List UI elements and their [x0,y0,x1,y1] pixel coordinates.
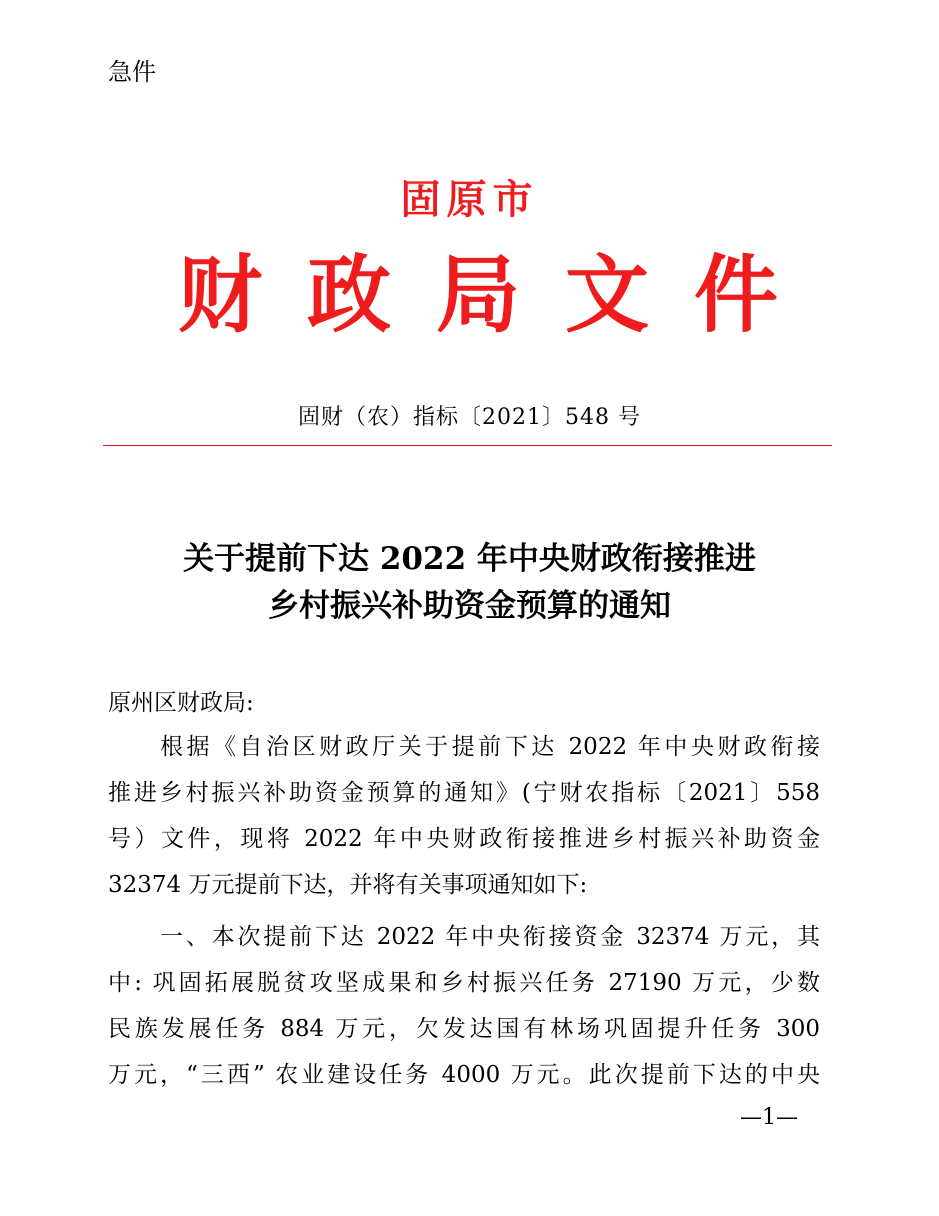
body-text-line: 根据《自治区财政厅关于提前下达 2022 年中央财政衔接 [160,734,820,760]
issuer-char: 件 [693,245,778,344]
issuer-char: 局 [435,245,520,344]
recipient: 原州区财政局: [108,690,254,716]
document-number: 固财（农）指标〔2021〕548 号 [298,405,641,430]
body-text-line: 推进乡村振兴补助资金预算的通知》(宁财农指标〔2021〕558 [108,780,820,806]
issuer-char: 文 [564,245,649,344]
red-divider [103,445,832,446]
urgency-label: 急件 [108,58,156,86]
body-text-line: 号）文件，现将 2022 年中央财政衔接推进乡村振兴补助资金 [108,826,820,852]
body-text-line: 万元，“三西” 农业建设任务 4000 万元。此次提前下达的中央 [108,1062,820,1088]
page-number: —1— [740,1105,798,1130]
issuer-header [178,245,778,345]
document-title-line-2: 乡村振兴补助资金预算的通知 [268,588,671,624]
body-text-line: 中: 巩固拓展脱贫攻坚成果和乡村振兴任务 27190 万元，少数 [108,970,820,996]
issuer-city: 固原市 [400,176,539,223]
body-text-line: 32374 万元提前下达，并将有关事项通知如下: [108,872,588,898]
body-text-line: 民族发展任务 884 万元，欠发达国有林场巩固提升任务 300 [108,1016,820,1042]
issuer-char: 政 [306,245,391,344]
document-title-line-1: 关于提前下达 2022 年中央财政衔接推进 [183,541,756,577]
body-text-line: 一、本次提前下达 2022 年中央衔接资金 32374 万元，其 [160,924,820,950]
issuer-char: 财 [178,245,263,344]
